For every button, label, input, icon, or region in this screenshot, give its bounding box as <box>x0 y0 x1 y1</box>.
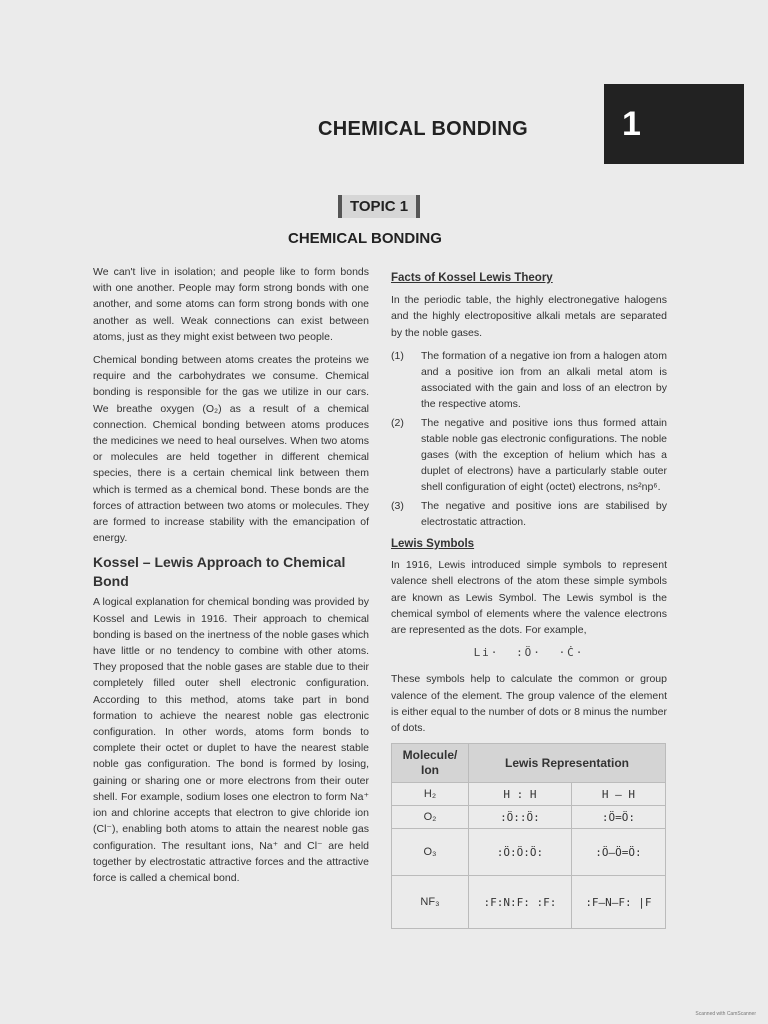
topic-badge: TOPIC 1 <box>338 195 420 218</box>
scanner-watermark: Scanned with CamScanner <box>695 1011 756 1017</box>
lewis-symbols-example <box>391 645 667 661</box>
lewis-symbols-paragraph: In 1916, Lewis introduced simple symbols to represent valence shell electrons of the atom these simple symbols are known as Lewis Symbol. The Lewis symbol is the chemical symbol of elements where the valence electrons are represented as the dots. For example, <box>391 559 667 637</box>
chapter-number-box: 1 <box>604 84 744 164</box>
chemical-bonding-paragraph: Chemical bonding between atoms creates the proteins we require and the carbohydrates we consume. Chemical bonding is responsible for the gas we utilize in our cars. We breathe oxygen (O₂) as a result of a chemical connection. Chemical bonding between atoms produces the medicines we need to heal ourselves. When two atoms or molecules are held together in different chemical species, there is a certain chemical link between them which is termed as a chemical bond. These bonds are the forces of attraction between two atoms or molecules. They are formed to increase stability with the emancipation of energy. <box>93 354 369 545</box>
oxygen-symbol: :Ö· <box>516 646 542 660</box>
lewis-symbols-heading: Lewis Symbols <box>391 538 475 551</box>
list-item: (3) The negative and positive ions are stabilised by electrostatic attraction. <box>391 499 667 528</box>
list-item: (2) The negative and positive ions thus formed attain stable noble gas electronic configurations. The noble gases (with the exception of helium which has a duplet of electrons) have a particularly stable outer shell configuration of eight (octet) electrons, ns²np⁶. <box>391 416 667 494</box>
table-header-lewis: Lewis Representation <box>469 744 666 783</box>
group-valence-paragraph: These symbols help to calculate the common or group valence of the element. The group valence of the element is either equal to the number of dots or 8 minus the number of dots. <box>391 673 667 735</box>
facts-list <box>391 348 667 530</box>
intro-paragraph: We can't live in isolation; and people like to form bonds with one another. People may form strong bonds with one another, and some atoms can form strong bonds with one another as well. Weak connections can exist between atoms, just as they might exist between two people. <box>93 266 369 343</box>
right-column <box>391 270 667 743</box>
list-item: (1) The formation of a negative ion from a halogen atom and a positive ion from an alkali metal atom is associated with the gain and loss of an electron by the respective atoms. <box>391 349 667 411</box>
kossel-lewis-heading: Kossel – Lewis Approach to Chemical Bond <box>93 554 346 590</box>
lithium-symbol: Li· <box>473 646 500 660</box>
facts-heading: Facts of Kossel Lewis Theory <box>391 272 553 284</box>
table-row: O₃ :Ö:Ö:Ö: :Ö–Ö=Ö: <box>392 829 666 876</box>
table-row: NF₃ :F:N:F: :F: :F–N–F: |F <box>392 876 666 929</box>
table-header-molecule: Molecule/ Ion <box>392 744 469 783</box>
kossel-lewis-paragraph: A logical explanation for chemical bonding was provided by Kossel and Lewis in 1916. Their approach to chemical bonding is based on the inertness of the noble gases which have little or no tendency to combine with other atoms. They proposed that the noble gases are stable due to their completely filled outer shell electronic configuration. According to this method, atoms take part in bond formation to achieve the nearest noble gas electronic configuration. In other words, atoms form bonds to complete their octet or duplet to have the nearest stable noble gas configuration. The bond is formed by losing, gaining or sharing one or more electrons from their outer shell. For example, sodium loses one electron to form Na⁺ ion and chlorine accepts that electron to give chloride ion (Cl⁻), enabling both atoms to attain the nearest noble gas configuration. The resultant ions, Na⁺ and Cl⁻ are held together by electrostatic attractive forces and the attractive force is called a chemical bond. <box>93 596 369 884</box>
facts-intro: In the periodic table, the highly electronegative halogens and the highly electropositive alkali metals are separated by the noble gases. <box>391 294 667 339</box>
chapter-title: CHEMICAL BONDING <box>318 118 528 140</box>
table-header-row <box>392 744 666 783</box>
left-column <box>93 264 369 893</box>
table-row: O₂ :Ö::Ö: :Ö=Ö: <box>392 806 666 829</box>
lewis-table <box>391 743 666 929</box>
carbon-symbol: ·Ċ· <box>558 646 585 660</box>
section-title: CHEMICAL BONDING <box>288 230 442 247</box>
table-row: H₂ H : H H – H <box>392 783 666 806</box>
